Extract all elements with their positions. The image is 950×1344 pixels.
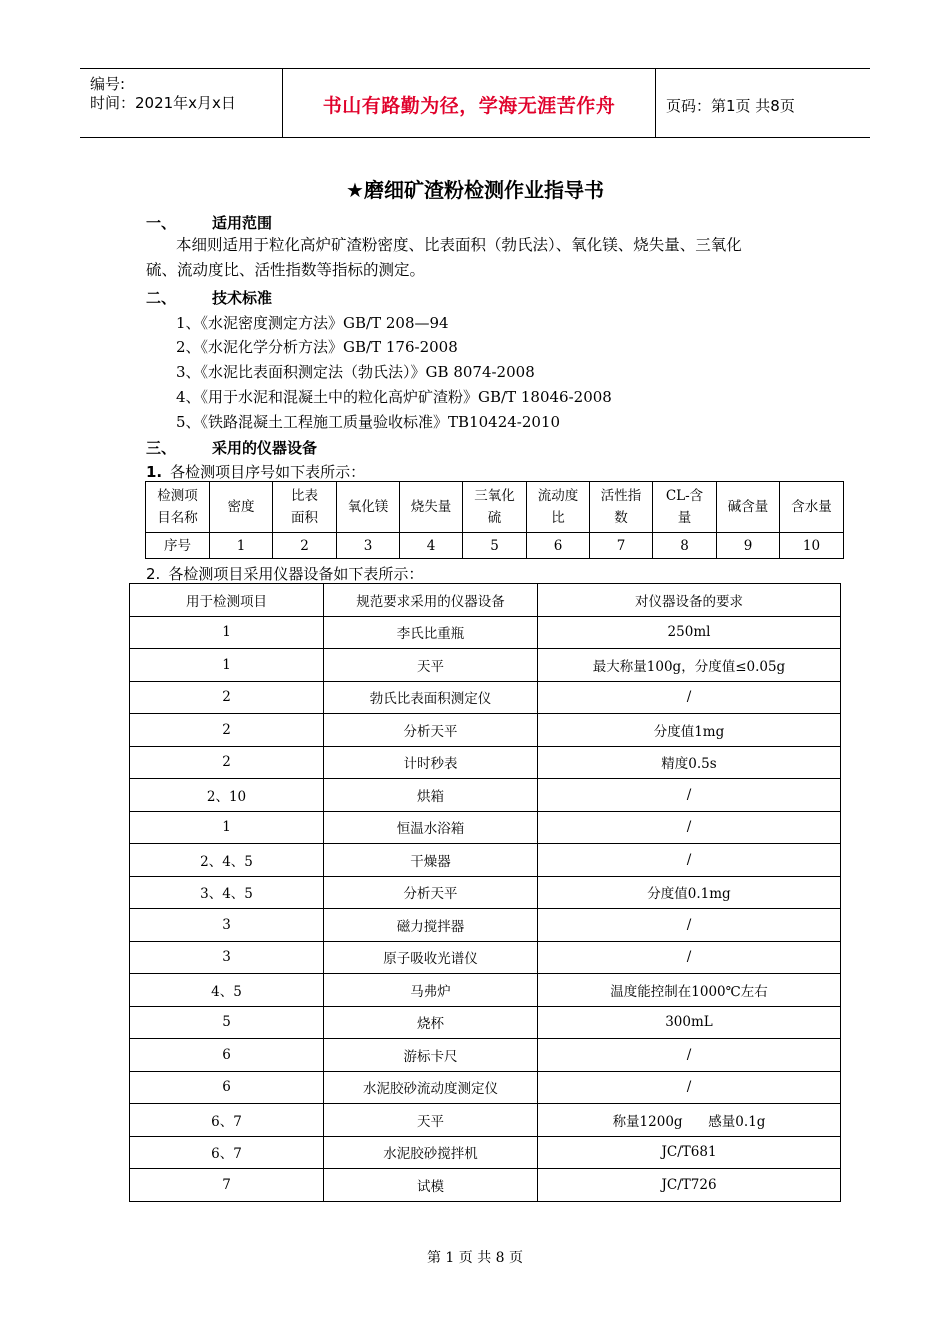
table-cell: 6、7 <box>130 1104 324 1137</box>
table-cell: 碱含量 <box>717 482 780 533</box>
table-row <box>146 482 844 533</box>
table-cell: 马弗炉 <box>324 974 538 1007</box>
table-cell: 分度值0.1mg <box>538 876 841 909</box>
table-cell: 4 <box>400 533 463 559</box>
table-cell: CL-含 量 <box>653 482 717 533</box>
table-cell: 1 <box>210 533 273 559</box>
table-row <box>130 1039 841 1072</box>
table-cell: / <box>538 909 841 942</box>
standard-item: 1、《水泥密度测定方法》GB/T 208—94 <box>176 314 449 332</box>
table-row <box>130 1104 841 1137</box>
table-cell: 游标卡尺 <box>324 1039 538 1072</box>
section-number: 一、 <box>146 214 177 232</box>
table-cell: 流动度 比 <box>527 482 590 533</box>
table-cell: 2 <box>130 681 324 714</box>
section-title: 技术标准 <box>212 289 273 307</box>
table-cell: 3 <box>337 533 400 559</box>
subsection-number: 2. <box>146 565 161 583</box>
table-header-row <box>130 584 841 617</box>
table-cell: 检测项 目名称 <box>146 482 210 533</box>
table-cell: 试模 <box>324 1169 538 1202</box>
column-header: 对仪器设备的要求 <box>538 584 841 617</box>
table-cell: 300mL <box>538 1006 841 1039</box>
subsection-1 <box>146 461 365 482</box>
table-row <box>130 844 841 877</box>
item-number-table <box>145 481 844 559</box>
table-cell: 6 <box>527 533 590 559</box>
standard-item: 5、《铁路混凝土工程施工质量验收标准》TB10424-2010 <box>176 413 561 431</box>
table-row <box>130 681 841 714</box>
table-row <box>130 746 841 779</box>
standard-item: 4、《用于水泥和混凝土中的粒化高炉矿渣粉》GB/T 18046-2008 <box>176 388 612 406</box>
table-cell: 含水量 <box>780 482 844 533</box>
table-row <box>130 1169 841 1202</box>
table-cell: 天平 <box>324 649 538 682</box>
page-info: 页码：第1页 共8页 <box>666 97 795 115</box>
section-title: 采用的仪器设备 <box>212 439 318 457</box>
table-cell: 5 <box>463 533 527 559</box>
table-row <box>130 649 841 682</box>
table-cell: JC/T726 <box>538 1169 841 1202</box>
section-heading-standards <box>146 287 272 308</box>
table-cell: / <box>538 1039 841 1072</box>
code-label: 编号: <box>90 75 126 93</box>
table-cell: 计时秒表 <box>324 746 538 779</box>
subsection-2 <box>146 563 423 584</box>
table-row <box>130 616 841 649</box>
subsection-number: 1. <box>146 463 163 481</box>
table-cell: 烧杯 <box>324 1006 538 1039</box>
table-row <box>130 909 841 942</box>
table-row <box>130 974 841 1007</box>
table-cell: 活性指 数 <box>590 482 653 533</box>
table-row <box>130 1136 841 1169</box>
table-cell: 3 <box>130 909 324 942</box>
table-cell: / <box>538 844 841 877</box>
section-title: 适用范围 <box>212 214 273 232</box>
table-cell: 10 <box>780 533 844 559</box>
table-cell: 称量1200g 感量0.1g <box>538 1104 841 1137</box>
table-cell: 2 <box>273 533 337 559</box>
table-cell: 分度值1mg <box>538 714 841 747</box>
scope-line-1: 本细则适用于粒化高炉矿渣粉密度、比表面积（勃氏法）、氧化镁、烧失量、三氧化 <box>176 236 742 254</box>
table-cell: 1 <box>130 649 324 682</box>
table-cell: 三氧化 硫 <box>463 482 527 533</box>
table-cell: 1 <box>130 811 324 844</box>
table-cell: 分析天平 <box>324 876 538 909</box>
motto: 书山有路勤为径，学海无涯苦作舟 <box>322 95 616 117</box>
table-cell: / <box>538 811 841 844</box>
table-cell: / <box>538 941 841 974</box>
scope-line-2: 硫、流动度比、活性指数等指标的测定。 <box>146 261 426 279</box>
section-number: 二、 <box>146 289 177 307</box>
table-row <box>130 811 841 844</box>
table-cell: 分析天平 <box>324 714 538 747</box>
table-cell: JC/T681 <box>538 1136 841 1169</box>
table-cell: 6 <box>130 1039 324 1072</box>
date-label: 时间：2021年x月x日 <box>90 94 236 112</box>
table-cell: 干燥器 <box>324 844 538 877</box>
page-header <box>80 68 870 138</box>
table-cell: 烧失量 <box>400 482 463 533</box>
subsection-text: 各检测项目采用仪器设备如下表所示： <box>168 565 424 583</box>
header-left-cell <box>80 69 282 137</box>
standard-item: 3、《水泥比表面积测定法（勃氏法）》GB 8074-2008 <box>176 363 535 381</box>
table-cell: 序号 <box>146 533 210 559</box>
table-cell: 密度 <box>210 482 273 533</box>
table-cell: 4、5 <box>130 974 324 1007</box>
table-cell: 9 <box>717 533 780 559</box>
table-cell: / <box>538 681 841 714</box>
table-cell: 天平 <box>324 1104 538 1137</box>
section-heading-scope <box>146 212 272 233</box>
table-cell: / <box>538 1071 841 1104</box>
table-cell: 烘箱 <box>324 779 538 812</box>
column-header: 用于检测项目 <box>130 584 324 617</box>
table-cell: 8 <box>653 533 717 559</box>
header-motto-cell <box>282 69 656 137</box>
table-cell: 5 <box>130 1006 324 1039</box>
table-cell: 温度能控制在1000℃左右 <box>538 974 841 1007</box>
subsection-text: 各检测项目序号如下表所示： <box>170 463 366 481</box>
table-cell: 7 <box>590 533 653 559</box>
table-row <box>130 1071 841 1104</box>
table-cell: 2、4、5 <box>130 844 324 877</box>
table-cell: 水泥胶砂搅拌机 <box>324 1136 538 1169</box>
table-row <box>130 1006 841 1039</box>
table-cell: 原子吸收光谱仪 <box>324 941 538 974</box>
table-row <box>130 714 841 747</box>
table-row <box>146 533 844 559</box>
table-cell: 3 <box>130 941 324 974</box>
document-title: ★磨细矿渣粉检测作业指导书 <box>346 178 604 202</box>
table-cell: 最大称量100g，分度值≤0.05g <box>538 649 841 682</box>
equipment-table <box>129 583 841 1202</box>
section-number: 三、 <box>146 439 177 457</box>
table-cell: 氧化镁 <box>337 482 400 533</box>
table-cell: 恒温水浴箱 <box>324 811 538 844</box>
section-heading-equipment <box>146 437 317 458</box>
column-header: 规范要求采用的仪器设备 <box>324 584 538 617</box>
table-row <box>130 941 841 974</box>
table-cell: 2 <box>130 714 324 747</box>
table-cell: 水泥胶砂流动度测定仪 <box>324 1071 538 1104</box>
table-cell: 250ml <box>538 616 841 649</box>
standard-item: 2、《水泥化学分析方法》GB/T 176-2008 <box>176 338 458 356</box>
table-cell: 比表 面积 <box>273 482 337 533</box>
table-cell: 6、7 <box>130 1136 324 1169</box>
table-cell: 李氏比重瓶 <box>324 616 538 649</box>
page-footer: 第 1 页 共 8 页 <box>426 1250 524 1266</box>
table-row <box>130 779 841 812</box>
table-cell: 磁力搅拌器 <box>324 909 538 942</box>
table-cell: 3、4、5 <box>130 876 324 909</box>
table-cell: 精度0.5s <box>538 746 841 779</box>
table-cell: 7 <box>130 1169 324 1202</box>
table-cell: 2、10 <box>130 779 324 812</box>
table-cell: 6 <box>130 1071 324 1104</box>
table-cell: 2 <box>130 746 324 779</box>
table-cell: 1 <box>130 616 324 649</box>
table-cell: 勃氏比表面积测定仪 <box>324 681 538 714</box>
table-cell: / <box>538 779 841 812</box>
table-row <box>130 876 841 909</box>
header-right-cell <box>656 69 870 137</box>
